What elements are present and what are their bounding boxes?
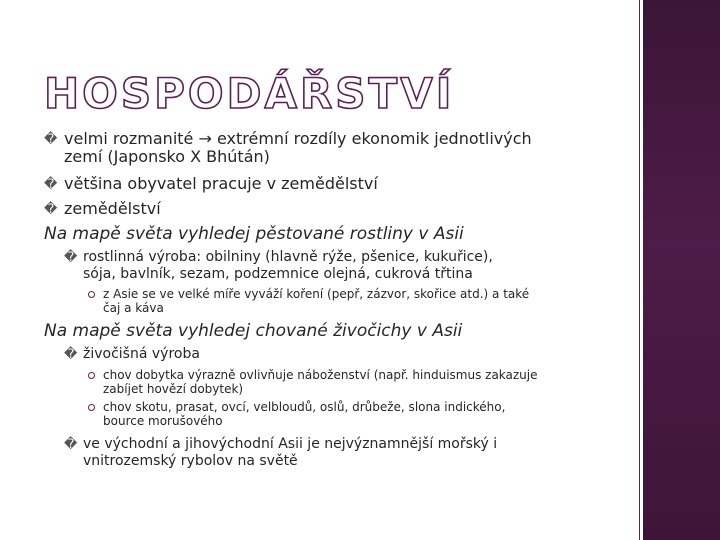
animal-sub-2-line-2: bource morušového	[103, 414, 223, 428]
animal-label: živočišná výroba	[83, 346, 200, 362]
animal-sub-1-line-1: chov dobytka výrazně ovlivňuje náboženství (např. hinduismus zakazuje	[103, 368, 538, 382]
heading-animals: Na mapě světa vyhledej chované živočichy v Asii	[44, 321, 463, 341]
item-1-line-2: zemí (Japonsko X Bhútán)	[64, 147, 270, 166]
fishing-line-2: vnitrozemský rybolov na světě	[83, 453, 298, 469]
bullet-icon: �	[44, 132, 58, 147]
plant-sub-line-1: z Asie se ve velké míře vyváží koření (pepř, zázvor, skořice atd.) a také	[103, 287, 530, 301]
side-divider-line	[639, 0, 640, 540]
plant-sub-line-2: čaj a káva	[103, 301, 164, 315]
fishing-line-1: ve východní a jihovýchodní Asii je nejvýznamnější mořský i	[83, 436, 498, 452]
circle-bullet-icon	[88, 291, 95, 298]
plant-line-1: rostlinná výroba: obilniny (hlavně rýže, pšenice, kukuřice),	[83, 249, 493, 265]
decorative-side-band	[643, 0, 720, 540]
item-1-line-1: velmi rozmanité → extrémní rozdíly ekonomik jednotlivých	[64, 129, 532, 148]
item-2-text: většina obyvatel pracuje v zemědělství	[64, 174, 378, 193]
bullet-icon: �	[44, 202, 58, 217]
animal-sub-1-line-2: zabíjet hovězí dobytek)	[103, 382, 244, 396]
circle-bullet-icon	[88, 372, 95, 379]
bullet-icon: �	[64, 437, 78, 452]
bullet-icon: �	[64, 250, 78, 265]
plant-line-2: sója, bavlník, sezam, podzemnice olejná, cukrová třtina	[83, 266, 473, 282]
circle-bullet-icon	[88, 404, 95, 411]
slide-title: HOSPODÁŘSTVÍ	[44, 69, 455, 118]
item-3-text: zemědělství	[64, 199, 161, 218]
heading-plants: Na mapě světa vyhledej pěstované rostliny v Asii	[44, 224, 464, 244]
bullet-icon: �	[64, 347, 78, 362]
bullet-icon: �	[44, 177, 58, 192]
animal-sub-2-line-1: chov skotu, prasat, ovcí, velbloudů, oslů, drůbeže, slona indického,	[103, 400, 506, 414]
